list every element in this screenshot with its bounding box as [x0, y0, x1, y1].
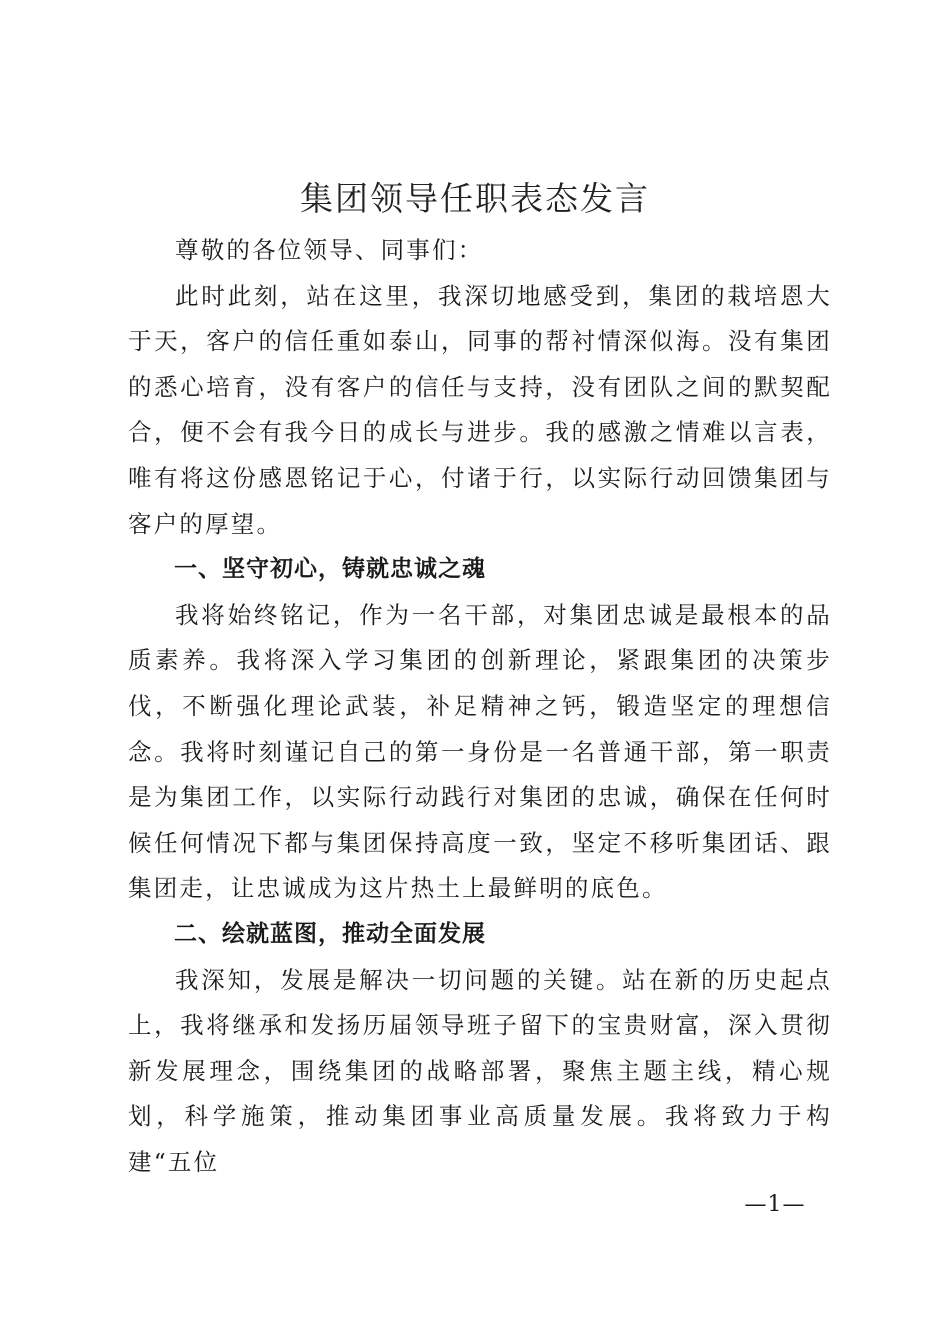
document-body	[128, 228, 832, 1185]
section-heading: 一、坚守初心，铸就忠诚之魂	[174, 556, 486, 583]
section-paragraph: 我深知，发展是解决一切问题的关键。站在新的历史起点上，我将继承和发扬历届领导班子留下的宝贵财富，深入贯彻新发展理念，围绕集团的战略部署，聚焦主题主线，精心规划，科学施策，推动集团事业高质量发展。我将致力于构建“五位	[128, 965, 832, 1176]
document-title: 集团领导任职表态发言	[300, 179, 650, 218]
section-paragraph: 我将始终铭记，作为一名干部，对集团忠诚是最根本的品质素养。我将深入学习集团的创新理论，紧跟集团的决策步伐，不断强化理论武装，补足精神之钙，锻造坚定的理想信念。我将时刻谨记自己的第一身份是一名普通干部，第一职责是为集团工作，以实际行动践行对集团的忠诚，确保在任何时候任何情况下都与集团保持高度一致，坚定不移听集团话、跟集团走，让忠诚成为这片热土上最鲜明的底色。	[128, 600, 832, 903]
page-number: —1—	[744, 1192, 806, 1217]
section-heading: 二、绘就蓝图，推动全面发展	[174, 920, 486, 947]
intro-paragraph: 此时此刻，站在这里，我深切地感受到，集团的栽培恩大于天，客户的信任重如泰山，同事的帮衬情深似海。没有集团的悉心培育，没有客户的信任与支持，没有团队之间的默契配合，便不会有我今日的成长与进步。我的感激之情难以言表，唯有将这份感恩铭记于心，付诸于行，以实际行动回馈集团与客户的厚望。	[128, 281, 832, 538]
salutation: 尊敬的各位领导、同事们：	[175, 236, 484, 264]
